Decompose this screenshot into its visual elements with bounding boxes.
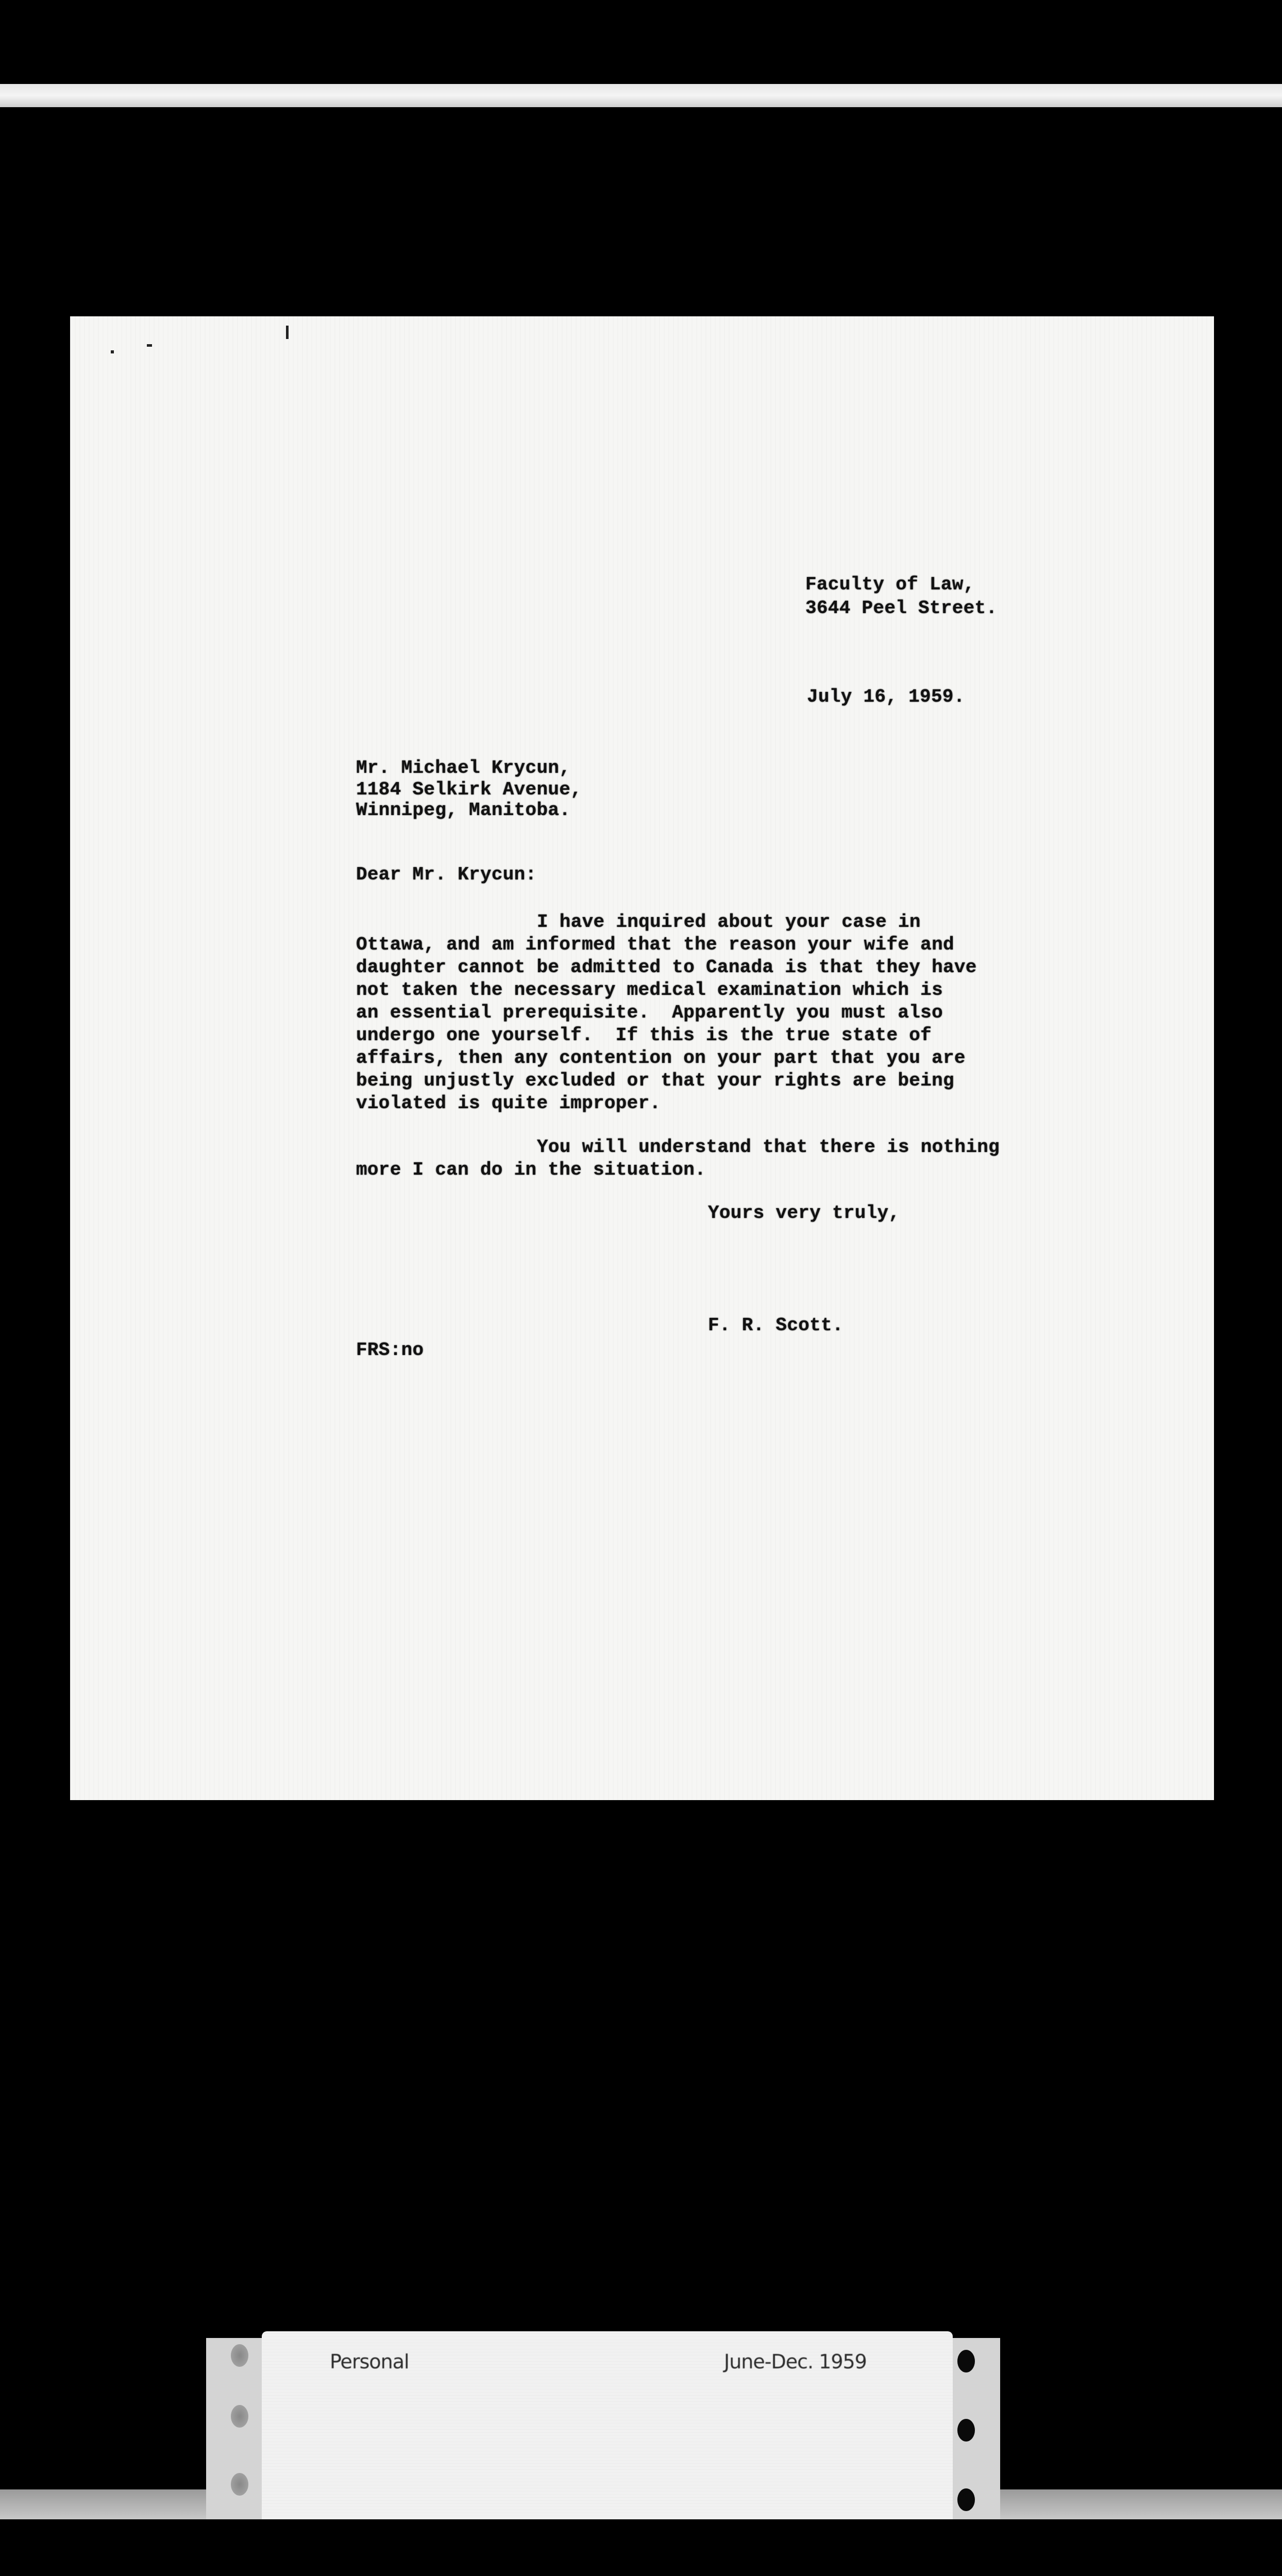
body-line: an essential prerequisite. Apparently you must also xyxy=(356,1002,943,1023)
closing: Yours very truly, xyxy=(708,1202,900,1224)
letter-date: July 16, 1959. xyxy=(807,686,965,707)
punch-hole-icon xyxy=(957,2488,975,2511)
reference-initials: FRS:no xyxy=(356,1340,424,1361)
signature: F. R. Scott. xyxy=(708,1315,844,1336)
salutation: Dear Mr. Krycun: xyxy=(356,864,537,885)
punch-hole-icon xyxy=(957,2419,975,2442)
folder-tab-label: Personal xyxy=(330,2350,409,2373)
speck xyxy=(147,344,152,347)
sender-address-line: 3644 Peel Street. xyxy=(805,598,998,619)
body-line: daughter cannot be admitted to Canada is that they have xyxy=(356,957,977,978)
body-line: You will understand that there is nothing xyxy=(537,1137,1000,1158)
sender-address-line: Faculty of Law, xyxy=(805,574,975,595)
body-line: more I can do in the situation. xyxy=(356,1159,706,1180)
body-line: Ottawa, and am informed that the reason your wife and xyxy=(356,934,954,955)
speck xyxy=(286,326,289,339)
punch-hole-icon xyxy=(231,2344,248,2367)
speck xyxy=(111,350,114,353)
punch-hole-icon xyxy=(231,2405,248,2428)
recipient-line: Mr. Michael Krycun, xyxy=(356,757,571,778)
folder-tab-date-range: June-Dec. 1959 xyxy=(724,2350,867,2373)
recipient-line: 1184 Selkirk Avenue, xyxy=(356,779,582,800)
recipient-line: Winnipeg, Manitoba. xyxy=(356,800,571,821)
punch-hole-icon xyxy=(231,2473,248,2496)
body-line: undergo one yourself. If this is the true state of xyxy=(356,1025,932,1046)
punch-hole-icon xyxy=(957,2350,975,2372)
body-line: not taken the necessary medical examination which is xyxy=(356,979,943,1001)
film-edge-strip xyxy=(0,84,1282,107)
body-line: being unjustly excluded or that your rights are being xyxy=(356,1070,954,1091)
body-line: I have inquired about your case in xyxy=(537,911,921,933)
body-line: violated is quite improper. xyxy=(356,1093,661,1114)
body-line: affairs, then any contention on your part that you are xyxy=(356,1047,966,1069)
